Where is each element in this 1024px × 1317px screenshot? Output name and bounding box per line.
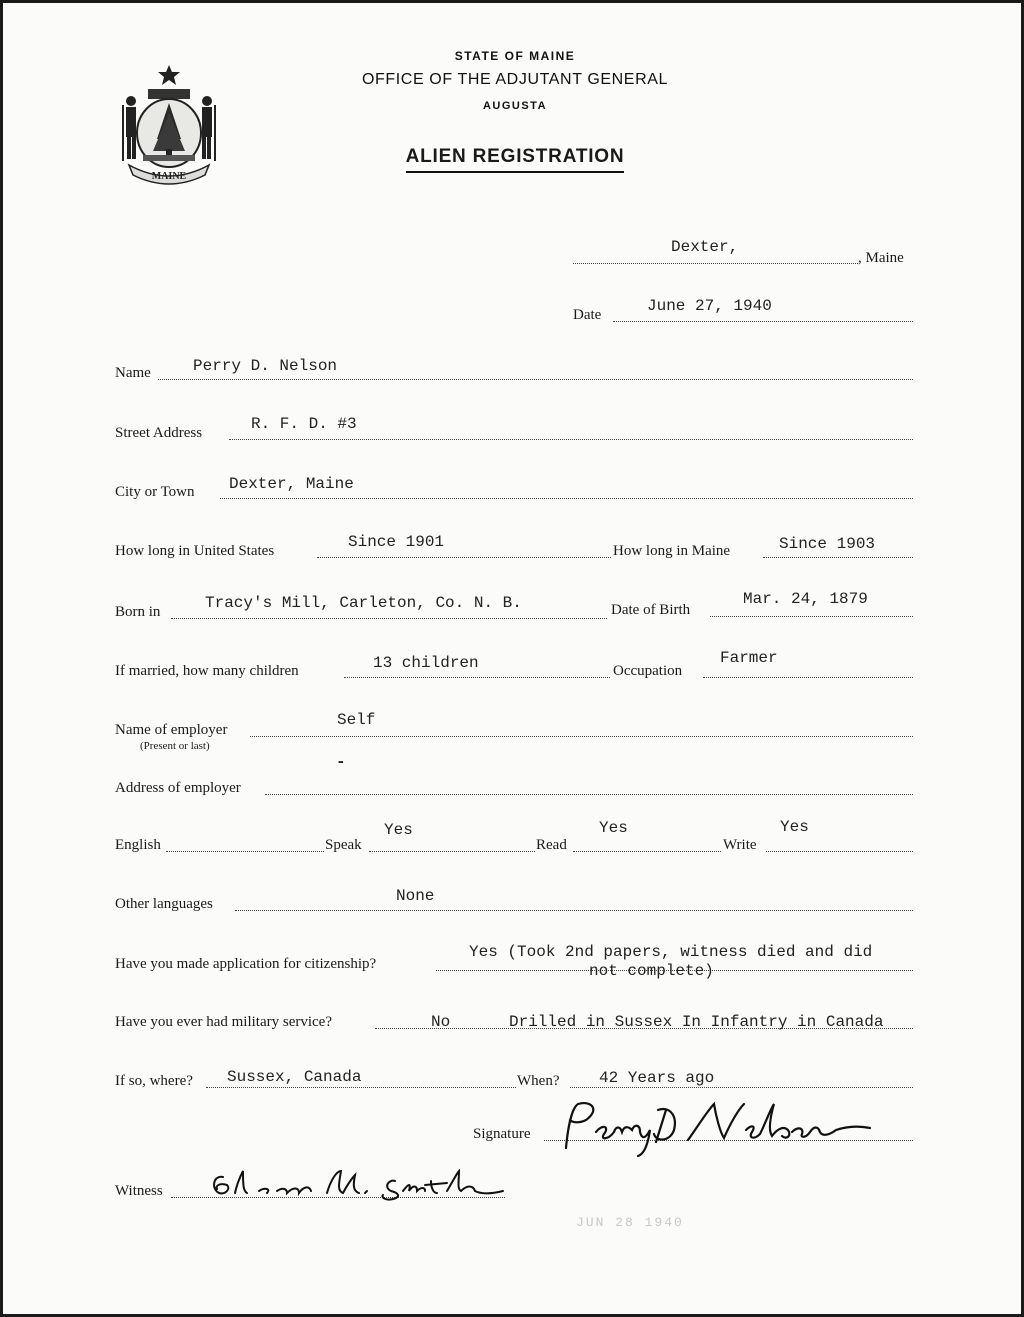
- street-address-value: R. F. D. #3: [251, 415, 357, 433]
- when-dotted-line: [570, 1087, 913, 1088]
- town-value: Dexter,: [671, 238, 739, 256]
- dob-dotted-line: [710, 616, 913, 617]
- other-languages-dotted-line: [235, 910, 913, 911]
- occupation-label: Occupation: [613, 663, 683, 679]
- office-heading: OFFICE OF THE ADJUTANT GENERAL: [361, 71, 669, 88]
- where-value: Sussex, Canada: [227, 1068, 362, 1086]
- speak-label: Speak: [325, 837, 362, 853]
- speak-dotted-line: [369, 851, 535, 852]
- maine-duration-dotted-line: [763, 557, 913, 558]
- other-languages-value: None: [396, 887, 435, 905]
- english-label: English: [115, 837, 161, 853]
- dob-value: Mar. 24, 1879: [743, 590, 868, 608]
- english-dotted-line: [166, 851, 324, 852]
- us-duration-value: Since 1901: [348, 533, 445, 551]
- children-label: If married, how many children: [115, 663, 299, 679]
- speak-value: Yes: [384, 821, 413, 839]
- witness-signature: [203, 1163, 513, 1205]
- children-value: 13 children: [373, 654, 479, 672]
- witness-label: Witness: [115, 1183, 163, 1199]
- us-duration-dotted-line: [317, 557, 611, 558]
- street-address-dotted-line: [229, 439, 913, 440]
- state-heading: STATE OF MAINE: [454, 49, 576, 63]
- citizenship-label: Have you made application for citizenship?: [115, 956, 377, 972]
- maine-duration-value: Since 1903: [779, 535, 876, 553]
- write-label: Write: [723, 837, 757, 853]
- city-heading: AUGUSTA: [482, 100, 548, 112]
- other-languages-label: Other languages: [115, 896, 213, 912]
- city-dotted-line: [220, 498, 913, 499]
- write-value: Yes: [780, 818, 809, 836]
- seal-text: MAINE: [151, 171, 187, 182]
- employer-address-value: -: [336, 753, 346, 771]
- maine-duration-label: How long in Maine: [613, 543, 731, 559]
- us-duration-label: How long in United States: [115, 543, 275, 559]
- where-label: If so, where?: [115, 1073, 193, 1089]
- employer-address-label: Address of employer: [115, 780, 241, 796]
- applicant-signature: [548, 1096, 878, 1158]
- where-dotted-line: [206, 1087, 516, 1088]
- employer-value: Self: [337, 711, 376, 729]
- date-dotted-line: [613, 321, 913, 322]
- street-address-label: Street Address: [115, 425, 203, 441]
- town-dotted-line: [573, 263, 858, 264]
- employer-label: Name of employer: [115, 722, 228, 738]
- city-value: Dexter, Maine: [229, 475, 354, 493]
- received-stamp: JUN 28 1940: [576, 1215, 684, 1230]
- form-title: ALIEN REGISTRATION: [406, 146, 625, 173]
- dob-label: Date of Birth: [611, 602, 691, 618]
- when-label: When?: [517, 1073, 560, 1089]
- occupation-value: Farmer: [720, 649, 778, 667]
- town-suffix-label: , Maine: [858, 250, 904, 266]
- city-label: City or Town: [115, 484, 195, 500]
- employer-sublabel: (Present or last): [140, 740, 210, 752]
- children-dotted-line: [344, 677, 610, 678]
- occupation-dotted-line: [703, 677, 913, 678]
- read-label: Read: [536, 837, 567, 853]
- date-label: Date: [573, 307, 602, 323]
- employer-address-dotted-line: [265, 794, 913, 795]
- signature-label: Signature: [473, 1126, 531, 1142]
- citizenship-value-line-1: Yes (Took 2nd papers, witness died and did: [469, 943, 873, 961]
- write-dotted-line: [766, 851, 913, 852]
- date-value: June 27, 1940: [647, 297, 772, 315]
- military-note: Drilled in Sussex In Infantry in Canada: [509, 1013, 884, 1031]
- citizenship-value-line-2: not complete): [589, 962, 714, 980]
- read-dotted-line: [573, 851, 721, 852]
- name-label: Name: [115, 365, 151, 381]
- read-value: Yes: [599, 819, 628, 837]
- military-value: No: [431, 1013, 451, 1031]
- born-in-value: Tracy's Mill, Carleton, Co. N. B.: [205, 594, 522, 612]
- employer-dotted-line: [250, 736, 913, 737]
- born-in-dotted-line: [171, 618, 607, 619]
- military-label: Have you ever had military service?: [115, 1014, 332, 1030]
- when-value: 42 Years ago: [599, 1069, 715, 1087]
- name-value: Perry D. Nelson: [193, 357, 338, 375]
- name-dotted-line: [158, 379, 913, 380]
- born-in-label: Born in: [115, 604, 161, 620]
